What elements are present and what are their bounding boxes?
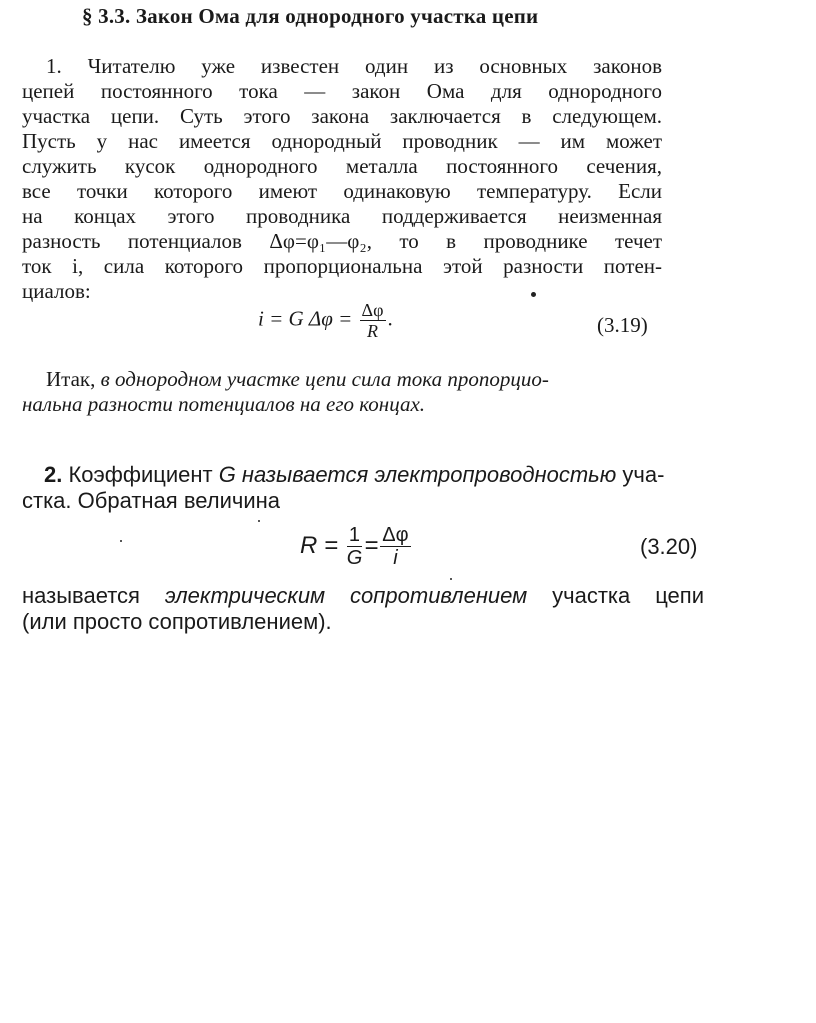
paragraph-4-text: участка цепи xyxy=(527,583,704,608)
equation-equals: = xyxy=(364,531,379,559)
paragraph-1-line: служить кусок однородного металла постоянного сечения, xyxy=(22,154,662,178)
paragraph-4 xyxy=(22,583,704,635)
paragraph-3-emphasis: G называется электропроводностью xyxy=(218,462,617,487)
paragraph-number: 2. xyxy=(44,462,63,487)
fraction-numerator: 1 xyxy=(347,524,363,547)
paragraph-1-line: ток i, сила которого пропорциональна этой разности потен- xyxy=(22,254,662,278)
paragraph-1-line: участка цепи. Суть этого закона заключается в следующем. xyxy=(22,104,662,128)
fraction-numerator: Δφ xyxy=(382,524,409,546)
paragraph-3-text: уча- xyxy=(616,462,665,487)
paragraph-4-emphasis: электрическим сопротивлением xyxy=(164,583,528,608)
paragraph-1-line: разность потенциалов Δφ=φ₁—φ₂, то в проводнике течет xyxy=(22,229,662,253)
equation-lhs: i = G Δφ = xyxy=(258,306,353,331)
equation-fraction xyxy=(347,524,363,569)
paragraph-1-line: на концах этого проводника поддерживается неизменная xyxy=(22,204,662,228)
paragraph-3-text: Коэффициент xyxy=(62,462,219,487)
equation-3-19 xyxy=(258,300,393,341)
paragraph-2-lead: Итак, xyxy=(46,367,101,391)
paragraph-4-line xyxy=(22,583,704,609)
equation-number: (3.19) xyxy=(597,313,648,337)
paragraph-2-emphasis: нальна разности потенциалов на его концах. xyxy=(22,392,426,416)
paragraph-1-line: цепей постоянного тока — закон Ома для однородного xyxy=(22,79,662,103)
section-heading: § 3.3. Закон Ома для однородного участка цепи xyxy=(82,4,539,28)
scan-speck xyxy=(258,520,260,522)
equation-number: (3.20) xyxy=(640,534,698,559)
paragraph-4-line: (или просто сопротивлением). xyxy=(22,609,332,634)
paragraph-2 xyxy=(22,367,662,417)
equation-fraction xyxy=(380,524,410,569)
paragraph-3 xyxy=(22,462,702,514)
equation-3-20 xyxy=(300,524,413,569)
scan-speck xyxy=(531,292,536,297)
scan-speck xyxy=(450,578,452,580)
paragraph-1-line: циалов: xyxy=(22,279,91,303)
fraction-numerator: Δφ xyxy=(361,300,384,320)
paragraph-1 xyxy=(22,54,662,304)
paragraph-1-line: все точки которого имеют одинаковую температуру. Если xyxy=(22,179,662,203)
paragraph-2-emphasis: в однородном участке цепи сила тока пропорцио- xyxy=(100,367,549,391)
equation-lhs: R = xyxy=(300,531,339,559)
equation-period: . xyxy=(387,306,393,331)
paragraph-4-text: называется xyxy=(22,583,165,608)
paragraph-1-line: 1. Читателю уже известен один из основных законов xyxy=(46,54,662,78)
fraction-denominator: i xyxy=(393,547,398,569)
paragraph-3-line2: стка. Обратная величина xyxy=(22,488,281,513)
scan-speck xyxy=(120,540,122,542)
paragraph-1-line: Пусть у нас имеется однородный проводник — им может xyxy=(22,129,662,153)
fraction-denominator: G xyxy=(346,547,363,569)
fraction-denominator: R xyxy=(367,321,379,341)
equation-fraction xyxy=(360,300,386,341)
